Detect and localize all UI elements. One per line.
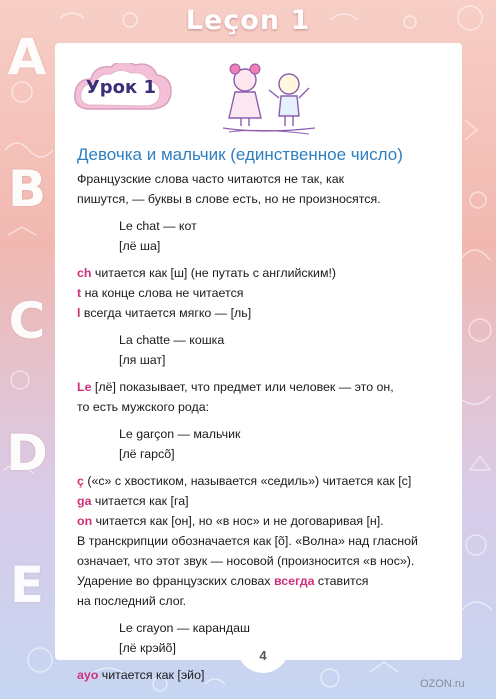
- rule-cedilla: [77, 473, 457, 489]
- lesson-title: Leçon 1: [185, 5, 311, 36]
- rule-key: ayo: [77, 668, 99, 682]
- rule-key: ç: [77, 474, 84, 488]
- rule-le: [77, 379, 457, 395]
- rule-text: читается как [эйо]: [98, 668, 205, 682]
- example-word: Le garçon — мальчик: [119, 427, 241, 441]
- rule-t: [77, 285, 457, 301]
- side-letter-c: C: [8, 292, 46, 350]
- page-number: 4: [259, 648, 267, 663]
- rule-on-line-3: означает, что этот звук — носовой (произносится «в нос»).: [77, 554, 415, 568]
- example-transcription: [лё ша]: [119, 239, 161, 253]
- rule-text: Ударение во французских словах: [77, 574, 274, 588]
- rule-key: ch: [77, 266, 92, 280]
- rule-le-line-2: то есть мужского рода:: [77, 400, 210, 414]
- example-transcription: [лё крэйõ]: [119, 641, 176, 655]
- example-word: Le crayon — карандаш: [119, 621, 250, 635]
- rule-key: Le: [77, 380, 92, 394]
- rule-text: ставится: [314, 574, 369, 588]
- example-transcription: [лё гарсõ]: [119, 447, 175, 461]
- lesson-card: [55, 43, 462, 682]
- lesson-badge-label: Урок 1: [85, 77, 157, 98]
- rule-on: [77, 513, 457, 529]
- children-illustration-icon: [215, 58, 320, 138]
- side-letter-a: A: [7, 28, 47, 86]
- rule-text: («с» с хвостиком, называется «седиль») читается как [с]: [83, 474, 412, 488]
- lesson-body: [77, 171, 457, 687]
- rule-text: всегда читается мягко — [ль]: [80, 306, 252, 320]
- watermark: OZON.ru: [420, 678, 465, 690]
- side-letter-b: B: [7, 160, 47, 218]
- example-transcription: [ля шат]: [119, 353, 166, 367]
- intro-line-1: Французские слова часто читаются не так, как: [77, 172, 345, 186]
- rule-ch: [77, 265, 457, 281]
- rule-text: читается как [га]: [91, 494, 189, 508]
- rule-key: t: [77, 286, 82, 300]
- rule-stress: [77, 573, 457, 589]
- rule-stress-line-2: на последний слог.: [77, 594, 187, 608]
- rule-text: на конце слова не читается: [81, 286, 244, 300]
- rule-key: on: [77, 514, 93, 528]
- rule-on-line-2: В транскрипции обозначается как [õ]. «Волна» над гласной: [77, 534, 418, 548]
- rule-l: [77, 305, 457, 321]
- rule-key: ga: [77, 494, 92, 508]
- example-word: Le chat — кот: [119, 219, 197, 233]
- rule-key: всегда: [273, 574, 315, 588]
- rule-text: читается как [он], но «в нос» и не договаривая [н].: [92, 514, 384, 528]
- side-letter-e: E: [9, 556, 45, 614]
- rule-text: читается как [ш] (не путать с английским!): [91, 266, 337, 280]
- intro-line-2: пишутся, — буквы в слове есть, но не произносятся.: [77, 192, 381, 206]
- side-letter-d: D: [6, 424, 48, 482]
- rule-ga: [77, 493, 457, 509]
- example-word: La chatte — кошка: [119, 333, 225, 347]
- lesson-heading: Девочка и мальчик (единственное число): [77, 145, 403, 164]
- rule-key: l: [77, 306, 81, 320]
- rule-text: [лё] показывает, что предмет или человек — это он,: [91, 380, 394, 394]
